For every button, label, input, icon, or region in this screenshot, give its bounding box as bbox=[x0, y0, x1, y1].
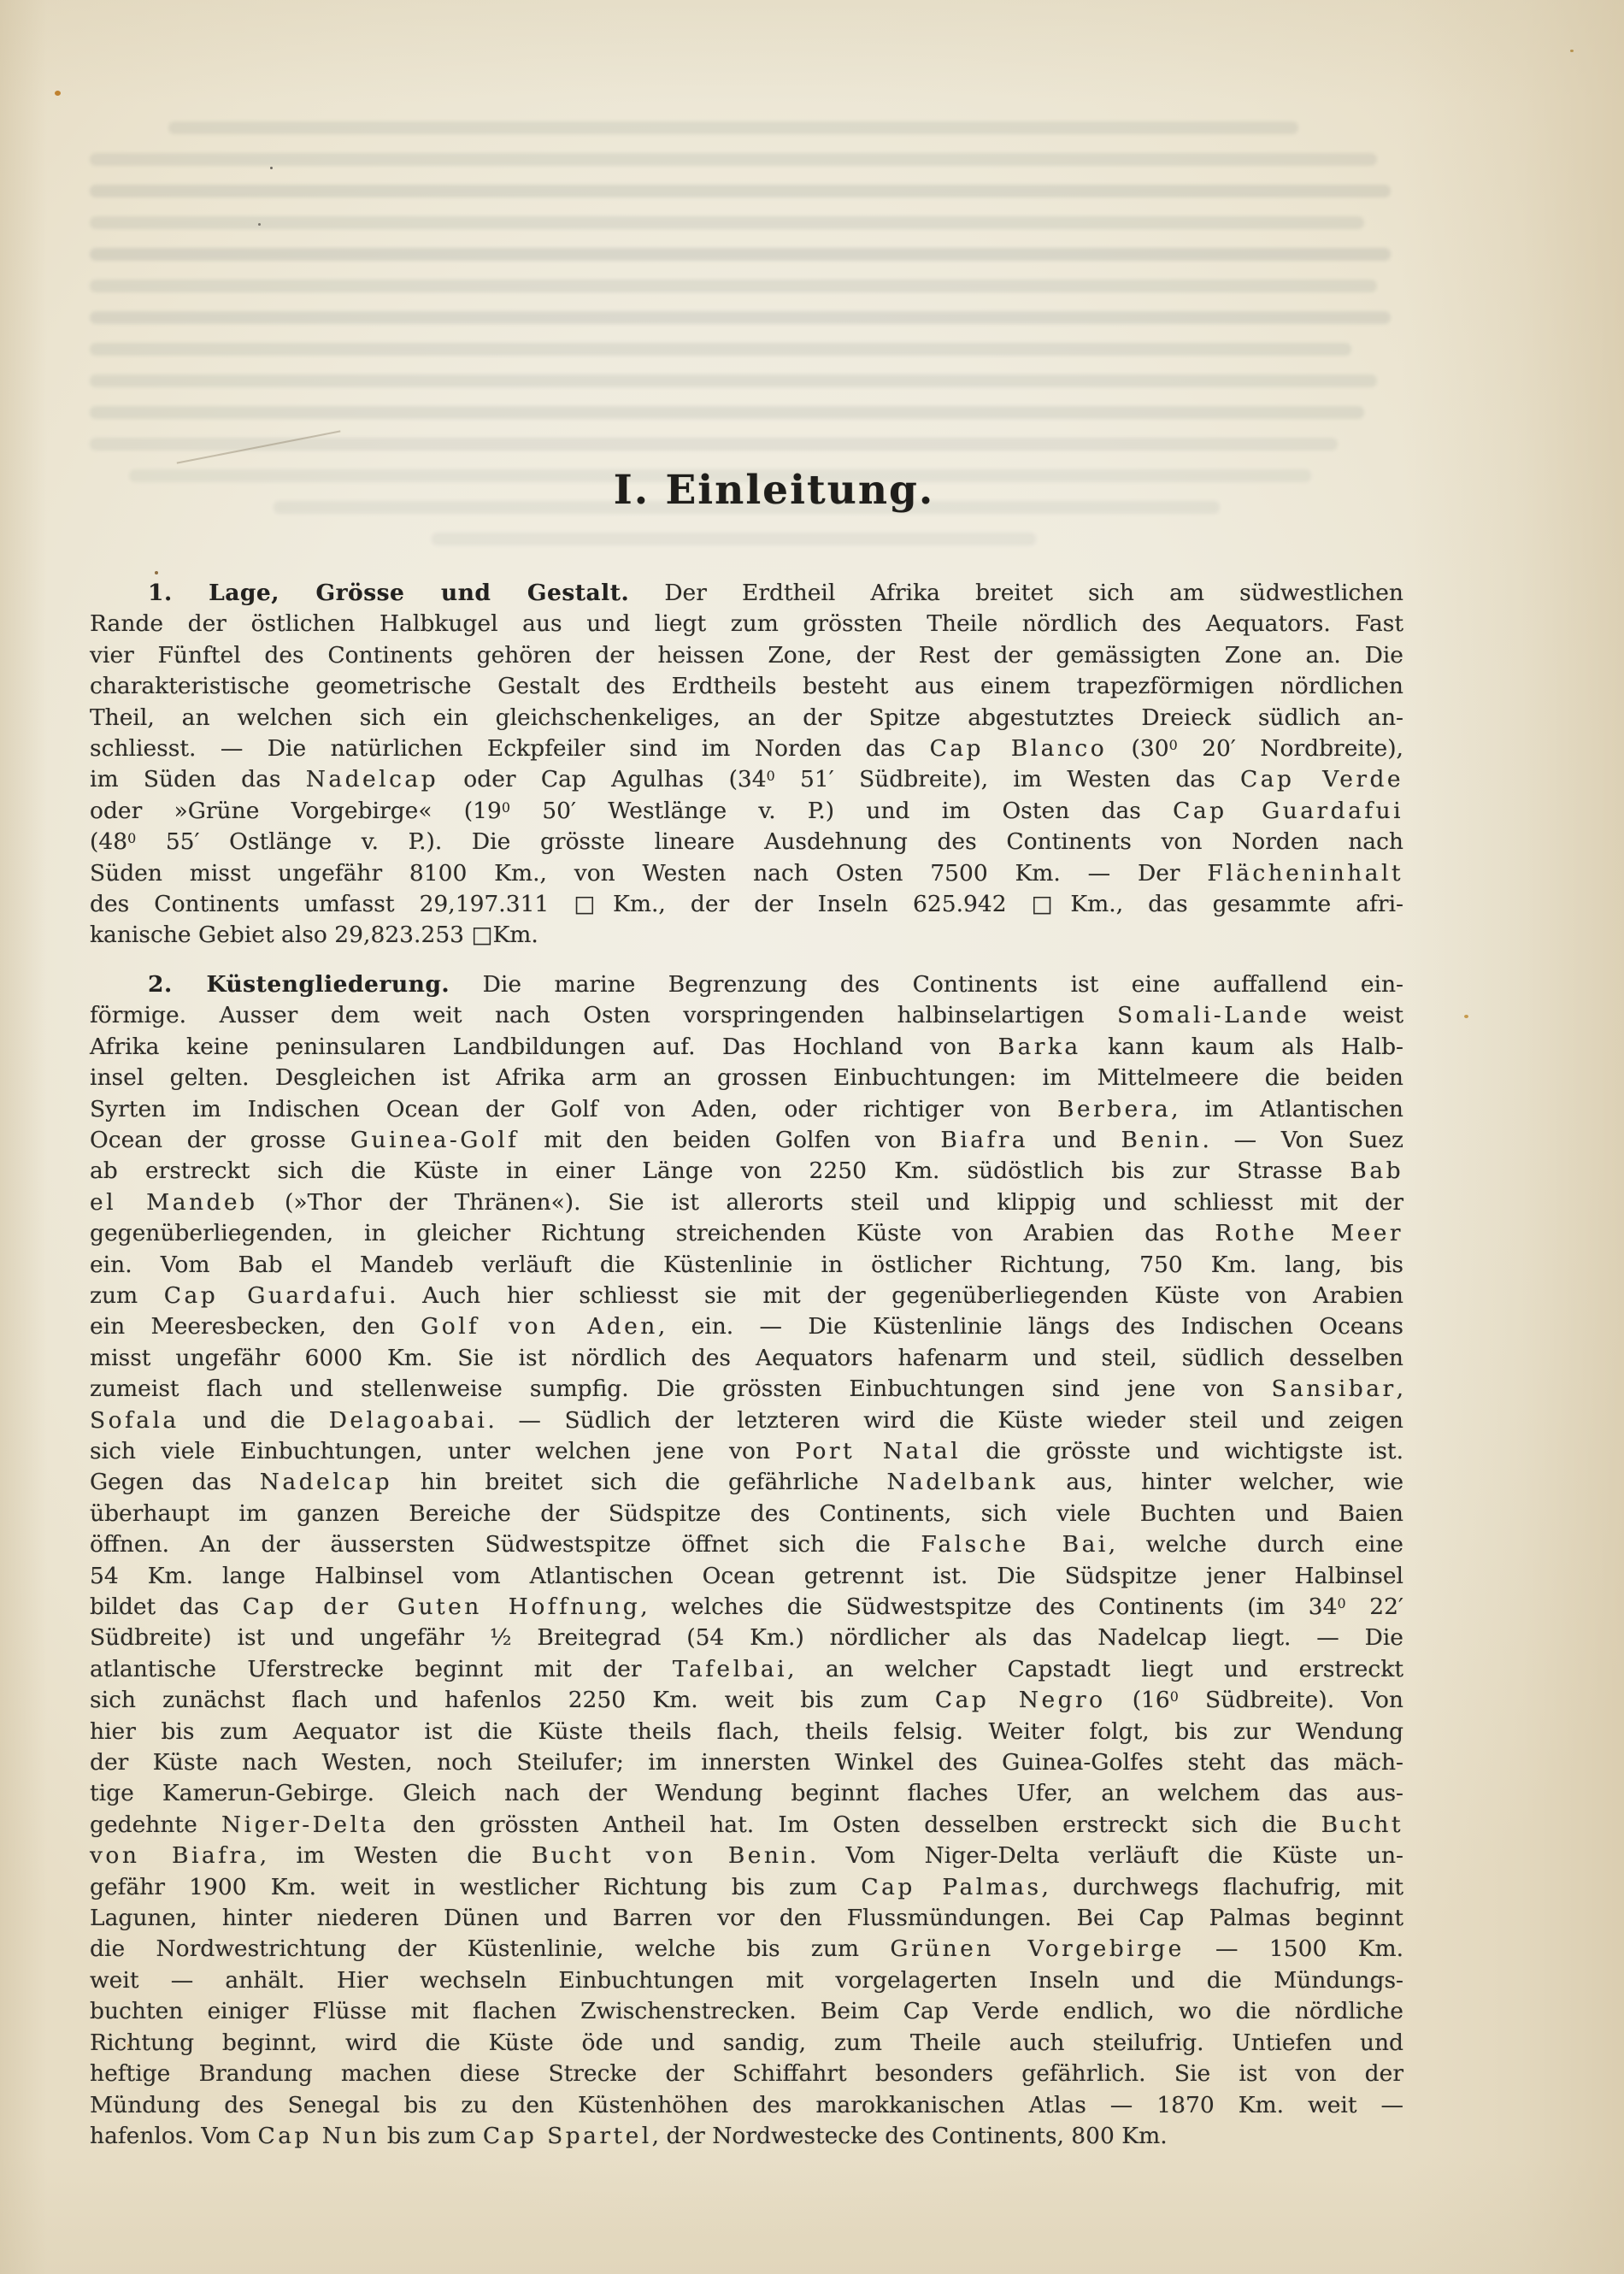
text-line bbox=[90, 827, 1403, 857]
text-segment: , im Westen die bbox=[259, 1842, 532, 1870]
text-segment: bis zum bbox=[380, 2122, 483, 2149]
text-segment: Lagunen, hinter niederen Dünen und Barren vor den Flussmündungen. Bei Cap Palmas beginnt bbox=[90, 1905, 1403, 1932]
paper-speck bbox=[1464, 1015, 1468, 1018]
text-segment: , ein. — Die Küstenlinie längs des Indischen Oceans bbox=[657, 1313, 1403, 1340]
text-line bbox=[90, 1561, 1403, 1592]
text-line bbox=[90, 2028, 1403, 2059]
text-segment: misst ungefähr 6000 Km. Sie ist nördlich des Aequators hafenarm und steil, südlich desselben bbox=[90, 1344, 1403, 1371]
text-line bbox=[90, 1841, 1403, 1871]
text-line bbox=[90, 920, 1403, 951]
text-line bbox=[90, 1810, 1403, 1841]
text-segment: , im Atlantischen bbox=[1171, 1095, 1403, 1122]
text-segment: zum bbox=[90, 1281, 164, 1309]
text-segment: mit den beiden Golfen von bbox=[519, 1126, 941, 1153]
text-segment: (»Thor der Thränen«). Sie ist allerorts steil und klippig und schliesst mit der bbox=[257, 1188, 1403, 1216]
text-segment: weist bbox=[1309, 1002, 1403, 1029]
text-line bbox=[90, 1529, 1403, 1560]
text-segment: 0 bbox=[1168, 736, 1178, 753]
text-line bbox=[90, 1499, 1403, 1529]
text-segment: die Nordwestrichtung der Küstenlinie, welche bis zum bbox=[90, 1935, 891, 1963]
text-segment: (16 bbox=[1105, 1687, 1170, 1714]
text-segment: weit — anhält. Hier wechseln Einbuchtungen mit vorgelagerten Inseln und die Mündungs- bbox=[90, 1966, 1403, 1994]
text-segment: und die bbox=[179, 1406, 329, 1434]
text-segment: charakteristische geometrische Gestalt des Erdtheils besteht aus einem trapezförmigen nördlichen bbox=[90, 673, 1403, 700]
text-line bbox=[90, 1685, 1403, 1716]
text-segment: des Continents umfasst 29,197.311 □Km., der der Inseln 625.942 □Km., das gesammte afri- bbox=[90, 891, 1403, 918]
body-text bbox=[90, 578, 1403, 2170]
text-line bbox=[90, 1000, 1403, 1031]
text-segment: 51′ Südbreite), im Westen das bbox=[774, 766, 1240, 793]
text-line bbox=[90, 1156, 1403, 1187]
text-line bbox=[90, 1374, 1403, 1405]
text-segment: , durchwegs flachufrig, mit bbox=[1041, 1873, 1403, 1900]
text-segment: . Auch hier schliesst sie mit der gegenüberliegenden Küste von Arabien bbox=[389, 1281, 1403, 1309]
text-segment: , der Nordwestecke des Continents, 800 Km. bbox=[651, 2122, 1168, 2149]
text-segment: vier Fünftel des Continents gehören der heissen Zone, der Rest der gemässigten Zone an. Die bbox=[90, 641, 1403, 669]
text-line bbox=[90, 1032, 1403, 1063]
text-segment: förmige. Ausser dem weit nach Osten vorspringenden halbinselartigen bbox=[90, 1002, 1118, 1029]
text-segment: Guinea-Golf bbox=[350, 1126, 520, 1153]
text-segment: Tafelbai bbox=[672, 1655, 788, 1682]
text-segment: ein Meeresbecken, den bbox=[90, 1313, 421, 1340]
paper-speck bbox=[258, 223, 261, 226]
text-segment: Mündung des Senegal bis zu den Küstenhöhen des marokkanischen Atlas — 1870 Km. weit — bbox=[90, 2091, 1403, 2118]
text-segment: Niger-Delta bbox=[221, 1811, 389, 1838]
text-segment: Flächeninhalt bbox=[1207, 859, 1403, 887]
text-segment: aus, hinter welcher, wie bbox=[1038, 1469, 1403, 1496]
text-segment: heftige Brandung machen diese Strecke der Schiffahrt besonders gefährlich. Sie ist von der bbox=[90, 2060, 1403, 2088]
text-segment: Nadelbank bbox=[886, 1469, 1039, 1496]
text-line bbox=[90, 609, 1403, 639]
text-line bbox=[90, 889, 1403, 920]
text-line bbox=[90, 1405, 1403, 1436]
text-line bbox=[90, 733, 1403, 764]
text-segment: überhaupt im ganzen Bereiche der Südspitze des Continents, sich viele Buchten und Baien bbox=[90, 1499, 1403, 1527]
text-line bbox=[90, 1654, 1403, 1685]
text-segment: Cap Spartel bbox=[482, 2122, 652, 2149]
text-segment: sich zunächst flach und hafenlos 2250 Km. weit bis zum bbox=[90, 1687, 935, 1714]
text-segment: , bbox=[1396, 1376, 1403, 1403]
text-segment: kanische Gebiet also 29,823.253 □Km. bbox=[90, 922, 538, 949]
text-segment: buchten einiger Flüsse mit flachen Zwischenstrecken. Beim Cap Verde endlich, wo die nördliche bbox=[90, 1998, 1403, 2025]
text-segment: 54 Km. lange Halbinsel vom Atlantischen Ocean getrennt ist. Die Südspitze jener Halbinsel bbox=[90, 1562, 1403, 1589]
text-segment: gedehnte bbox=[90, 1811, 222, 1838]
text-line bbox=[90, 578, 1403, 609]
text-segment: hin breitet sich die gefährliche bbox=[392, 1469, 887, 1496]
text-segment: Cap Guardafui bbox=[163, 1281, 390, 1309]
text-segment: Delagoabai bbox=[328, 1406, 488, 1434]
text-segment: , welche durch eine bbox=[1108, 1531, 1403, 1558]
paper-speck bbox=[1570, 50, 1574, 52]
text-line bbox=[90, 1965, 1403, 1996]
text-segment: den grössten Antheil hat. Im Osten desselben erstreckt sich die bbox=[388, 1811, 1321, 1838]
text-segment: Afrika keine peninsularen Landbildungen auf. Das Hochland von bbox=[90, 1033, 998, 1060]
text-line bbox=[90, 1187, 1403, 1218]
text-segment: ein. Vom Bab el Mandeb verläuft die Küstenlinie in östlicher Richtung, 750 Km. lang, bis bbox=[90, 1251, 1403, 1278]
text-segment: Cap Guardafui bbox=[1173, 797, 1404, 824]
text-segment: Bucht von Benin bbox=[531, 1842, 809, 1870]
text-line bbox=[90, 858, 1403, 889]
text-segment: el Mandeb bbox=[90, 1188, 258, 1216]
paper-speck bbox=[155, 571, 158, 574]
text-segment: gefähr 1900 Km. weit in westlicher Richtung bis zum bbox=[90, 1873, 862, 1900]
text-segment: im Süden das bbox=[90, 766, 306, 793]
text-segment: Cap Nun bbox=[257, 2122, 380, 2149]
paragraph bbox=[90, 578, 1403, 951]
text-segment: 50′ Westlänge v. P.) und im Osten das bbox=[509, 797, 1174, 824]
text-segment: , welches die Südwestspitze des Continents (im 34 bbox=[640, 1594, 1338, 1620]
text-line bbox=[90, 1063, 1403, 1093]
text-line bbox=[90, 1717, 1403, 1747]
text-segment: die grösste und wichtigste ist. bbox=[961, 1437, 1404, 1464]
text-segment: Sansibar bbox=[1271, 1376, 1397, 1403]
text-line bbox=[90, 1872, 1403, 1903]
text-segment: Südbreite) ist und ungefähr ½ Breitegrad (54 Km.) nördlicher als das Nadelcap liegt. — Die bbox=[90, 1624, 1403, 1652]
text-segment: Rande der östlichen Halbkugel aus und liegt zum grössten Theile nördlich des Aequators. Fast bbox=[90, 610, 1403, 638]
text-segment: Port Natal bbox=[795, 1437, 961, 1464]
text-segment: Somali-Lande bbox=[1117, 1002, 1310, 1029]
text-segment: . — Von Suez bbox=[1202, 1126, 1404, 1153]
text-segment: Syrten im Indischen Ocean der Golf von Aden, oder richtiger von bbox=[90, 1095, 1058, 1122]
text-segment: Nadelcap bbox=[259, 1469, 393, 1496]
text-segment: öffnen. An der äussersten Südwestspitze öffnet sich die bbox=[90, 1531, 921, 1558]
paper-speck bbox=[270, 167, 273, 169]
text-segment: schliesst. — Die natürlichen Eckpfeiler sind im Norden das bbox=[90, 735, 930, 763]
text-segment: hier bis zum Aequator ist die Küste theils flach, theils felsig. Weiter folgt, bis zur Wendung bbox=[90, 1717, 1403, 1745]
text-segment: tige Kamerun-Gebirge. Gleich nach der Wendung beginnt flaches Ufer, an welchem das aus- bbox=[90, 1780, 1403, 1807]
text-segment: Barka bbox=[997, 1033, 1081, 1060]
text-segment: 0 bbox=[1169, 1688, 1179, 1706]
text-line bbox=[90, 2090, 1403, 2121]
text-segment: Berbera bbox=[1057, 1095, 1172, 1122]
text-line bbox=[90, 671, 1403, 702]
text-segment: Ocean der grosse bbox=[90, 1126, 350, 1153]
paper-speck bbox=[55, 91, 61, 96]
text-segment: Der Erdtheil Afrika breitet sich am südwestlichen bbox=[629, 580, 1404, 606]
text-line bbox=[90, 1281, 1403, 1311]
text-line bbox=[90, 1778, 1403, 1809]
text-line bbox=[90, 1094, 1403, 1125]
text-segment: 2. Küstengliederung. bbox=[148, 970, 450, 998]
text-line bbox=[90, 1903, 1403, 1934]
text-segment: sich viele Einbuchtungen, unter welchen jene von bbox=[90, 1437, 796, 1464]
text-line bbox=[90, 1250, 1403, 1281]
text-segment: Gegen das bbox=[90, 1469, 260, 1496]
text-segment: Richtung beginnt, wird die Küste öde und sandig, zum Theile auch steilufrig. Untiefen und bbox=[90, 2029, 1403, 2056]
text-segment: Südbreite). Von bbox=[1178, 1687, 1403, 1714]
text-segment: ab erstreckt sich die Küste in einer Länge von 2250 Km. südöstlich bis zur Strasse bbox=[90, 1158, 1350, 1185]
text-segment: 0 bbox=[1337, 1594, 1346, 1611]
text-segment: von Biafra bbox=[90, 1842, 260, 1870]
text-segment: Cap der Guten Hoffnung bbox=[242, 1594, 641, 1620]
text-segment: Cap Verde bbox=[1239, 766, 1404, 793]
text-segment: (48 bbox=[90, 828, 128, 856]
text-segment: zumeist flach und stellenweise sumpfig. Die grössten Einbuchtungen sind jene von bbox=[90, 1376, 1272, 1403]
text-segment: — 1500 Km. bbox=[1184, 1935, 1403, 1963]
text-line bbox=[90, 703, 1403, 733]
text-line bbox=[90, 1934, 1403, 1965]
text-segment: 1. Lage, Grösse und Gestalt. bbox=[148, 580, 630, 606]
text-segment: atlantische Uferstrecke beginnt mit der bbox=[90, 1655, 673, 1682]
text-line bbox=[90, 2121, 1403, 2152]
text-segment: Sofala bbox=[90, 1406, 179, 1434]
text-line bbox=[90, 1623, 1403, 1653]
text-segment: Golf von Aden bbox=[421, 1313, 658, 1340]
text-segment: . Vom Niger-Delta verläuft die Küste un- bbox=[809, 1842, 1403, 1870]
text-segment: Süden misst ungefähr 8100 Km., von Westen nach Osten 7500 Km. — Der bbox=[90, 859, 1208, 887]
text-segment: 0 bbox=[127, 830, 137, 847]
text-segment: Benin bbox=[1121, 1126, 1203, 1153]
text-segment: Cap Blanco bbox=[929, 735, 1108, 763]
text-segment: 0 bbox=[766, 768, 775, 785]
paragraph bbox=[90, 969, 1403, 2152]
text-segment: und bbox=[1028, 1126, 1121, 1153]
text-line bbox=[90, 1436, 1403, 1467]
text-segment: hafenlos. Vom bbox=[90, 2122, 258, 2149]
text-segment: 0 bbox=[501, 798, 510, 816]
chapter-heading: I. Einleitung. bbox=[613, 467, 935, 514]
text-segment: Nadelcap bbox=[305, 766, 439, 793]
text-segment: 55′ Ostlänge v. P.). Die grösste lineare Ausdehnung des Continents von Norden nach bbox=[136, 828, 1403, 856]
text-line bbox=[90, 1311, 1403, 1342]
text-segment: Grünen Vorgebirge bbox=[890, 1935, 1185, 1963]
text-segment: Bab bbox=[1350, 1158, 1403, 1185]
text-line bbox=[90, 1592, 1403, 1623]
text-segment: bildet das bbox=[90, 1594, 243, 1620]
text-line bbox=[90, 1343, 1403, 1374]
text-segment: oder »Grüne Vorgebirge« (19 bbox=[90, 797, 502, 824]
text-segment: insel gelten. Desgleichen ist Afrika arm an grossen Einbuchtungen: im Mittelmeere die beiden bbox=[90, 1064, 1403, 1092]
text-segment: Rothe Meer bbox=[1215, 1220, 1403, 1247]
text-segment: 20′ Nordbreite), bbox=[1177, 735, 1403, 763]
text-segment: Theil, an welchen sich ein gleichschenkeliges, an der Spitze abgestutztes Dreieck südlich an- bbox=[90, 704, 1403, 731]
text-segment: Cap Negro bbox=[934, 1687, 1106, 1714]
text-segment: , an welcher Capstadt liegt und erstreckt bbox=[787, 1655, 1403, 1682]
text-line bbox=[90, 1467, 1403, 1498]
text-segment: kann kaum als Halb- bbox=[1080, 1033, 1403, 1060]
text-line bbox=[90, 2059, 1403, 2089]
text-line bbox=[90, 764, 1403, 795]
text-line bbox=[90, 640, 1403, 671]
text-line bbox=[90, 969, 1403, 1000]
text-line bbox=[90, 1125, 1403, 1156]
text-segment: 22′ bbox=[1345, 1594, 1403, 1620]
text-line bbox=[90, 796, 1403, 827]
text-segment: Die marine Begrenzung des Continents ist eine auffallend ein- bbox=[450, 970, 1403, 998]
text-segment: oder Cap Agulhas (34 bbox=[438, 766, 767, 793]
text-segment: Cap Palmas bbox=[861, 1873, 1042, 1900]
text-segment: (30 bbox=[1107, 735, 1169, 763]
text-segment: Falsche Bai bbox=[921, 1531, 1109, 1558]
text-segment: gegenüberliegenden, in gleicher Richtung streichenden Küste von Arabien das bbox=[90, 1220, 1215, 1247]
text-line bbox=[90, 1996, 1403, 2027]
text-segment: Biafra bbox=[940, 1126, 1029, 1153]
text-segment: der Küste nach Westen, noch Steilufer; im innersten Winkel des Guinea-Golfes steht das mäch- bbox=[90, 1749, 1403, 1776]
text-segment: Bucht bbox=[1321, 1811, 1403, 1838]
text-segment: . — Südlich der letzteren wird die Küste wieder steil und zeigen bbox=[487, 1406, 1403, 1434]
text-line bbox=[90, 1218, 1403, 1249]
text-line bbox=[90, 1747, 1403, 1778]
